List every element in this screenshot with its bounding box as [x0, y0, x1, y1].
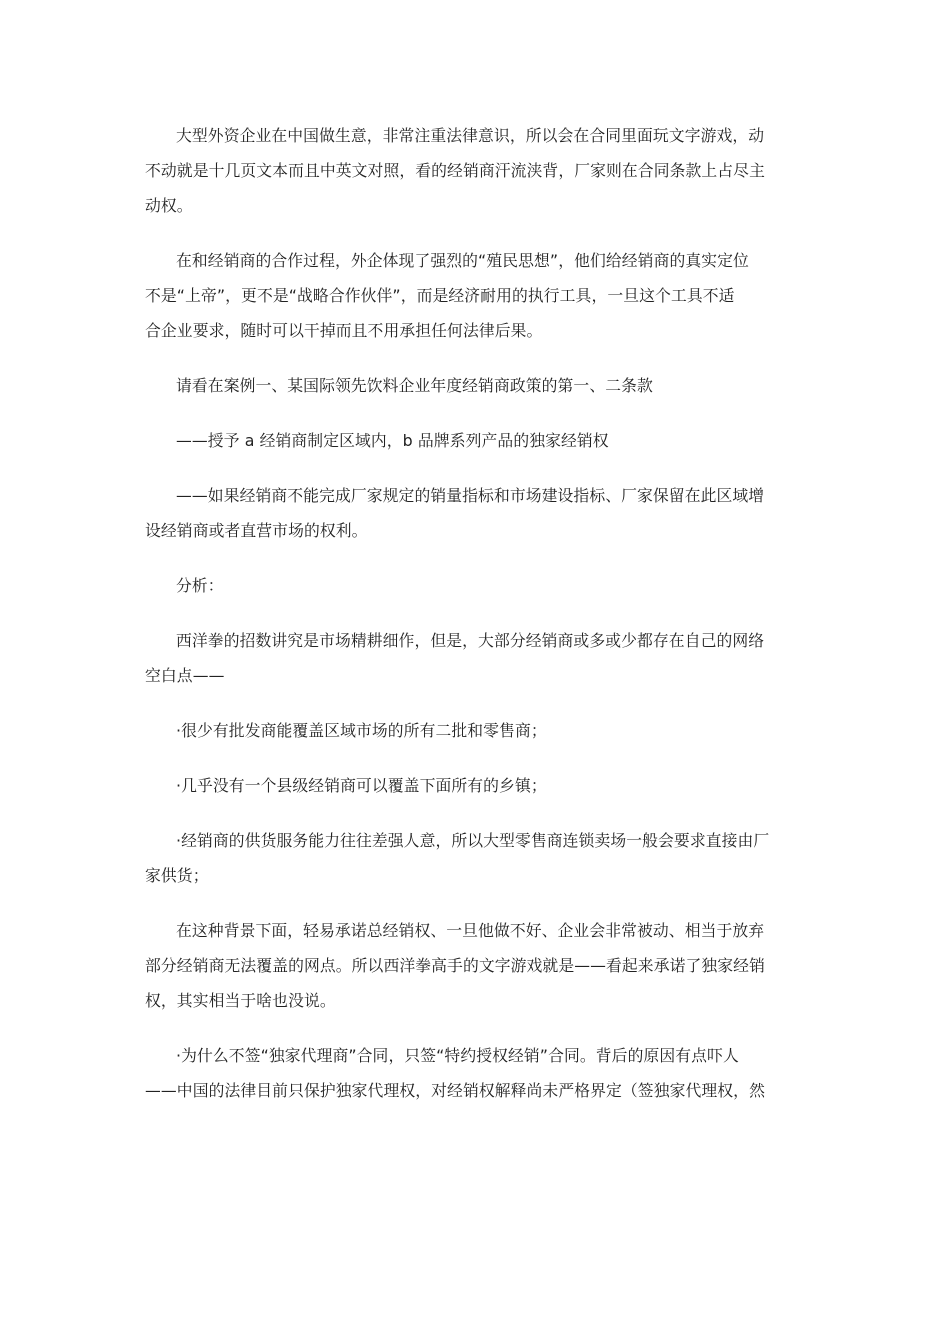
- text-line: 请看在案例一、某国际领先饮料企业年度经销商政策的第一、二条款: [176, 376, 653, 395]
- text-line: ——授予 a 经销商制定区域内，b 品牌系列产品的独家经销权: [176, 431, 609, 450]
- paragraph: [145, 118, 805, 223]
- text-line: 权，其实相当于啥也没说。: [145, 991, 336, 1010]
- bullet-paragraph: [145, 713, 805, 748]
- text-line: ·几乎没有一个县级经销商可以覆盖下面所有的乡镇；: [176, 776, 547, 795]
- text-line: 家供货；: [145, 866, 209, 885]
- text-line: ·经销商的供货服务能力往往差强人意，所以大型零售商连锁卖场一般会要求直接由厂: [176, 831, 770, 850]
- paragraph: [145, 243, 805, 348]
- text-line: 不动就是十几页文本而且中英文对照，看的经销商汗流浃背，厂家则在合同条款上占尽主: [145, 161, 765, 180]
- bullet-paragraph: [145, 823, 805, 893]
- text-line: 西洋拳的招数讲究是市场精耕细作，但是，大部分经销商或多或少都存在自己的网络: [176, 631, 765, 650]
- paragraph: [145, 478, 805, 548]
- text-line: 动权。: [145, 196, 193, 215]
- document-page: [145, 118, 805, 1128]
- text-line: 不是“上帝”，更不是“战略合作伙伴”，而是经济耐用的执行工具，一旦这个工具不适: [145, 286, 735, 305]
- text-line: ——中国的法律目前只保护独家代理权，对经销权解释尚未严格界定（签独家代理权，然: [145, 1081, 765, 1100]
- text-line: ·很少有批发商能覆盖区域市场的所有二批和零售商；: [176, 721, 547, 740]
- text-line: 分析：: [176, 576, 224, 595]
- bullet-paragraph: [145, 768, 805, 803]
- bullet-paragraph: [145, 1038, 805, 1108]
- paragraph: [145, 623, 805, 693]
- text-line: 在这种背景下面，轻易承诺总经销权、一旦他做不好、企业会非常被动、相当于放弃: [176, 921, 765, 940]
- text-line: ——如果经销商不能完成厂家规定的销量指标和市场建设指标、厂家保留在此区域增: [176, 486, 765, 505]
- text-line: 设经销商或者直营市场的权利。: [145, 521, 368, 540]
- text-line: ·为什么不签“独家代理商”合同，只签“特约授权经销”合同。背后的原因有点吓人: [176, 1046, 739, 1065]
- paragraph: [145, 568, 805, 603]
- text-line: 空白点——: [145, 666, 225, 685]
- text-line: 大型外资企业在中国做生意，非常注重法律意识，所以会在合同里面玩文字游戏，动: [176, 126, 765, 145]
- paragraph: [145, 368, 805, 403]
- text-line: 部分经销商无法覆盖的网点。所以西洋拳高手的文字游戏就是——看起来承诺了独家经销: [145, 956, 765, 975]
- paragraph: [145, 423, 805, 458]
- text-line: 在和经销商的合作过程，外企体现了强烈的“殖民思想”，他们给经销商的真实定位: [176, 251, 749, 270]
- paragraph: [145, 913, 805, 1018]
- text-line: 合企业要求，随时可以干掉而且不用承担任何法律后果。: [145, 321, 543, 340]
